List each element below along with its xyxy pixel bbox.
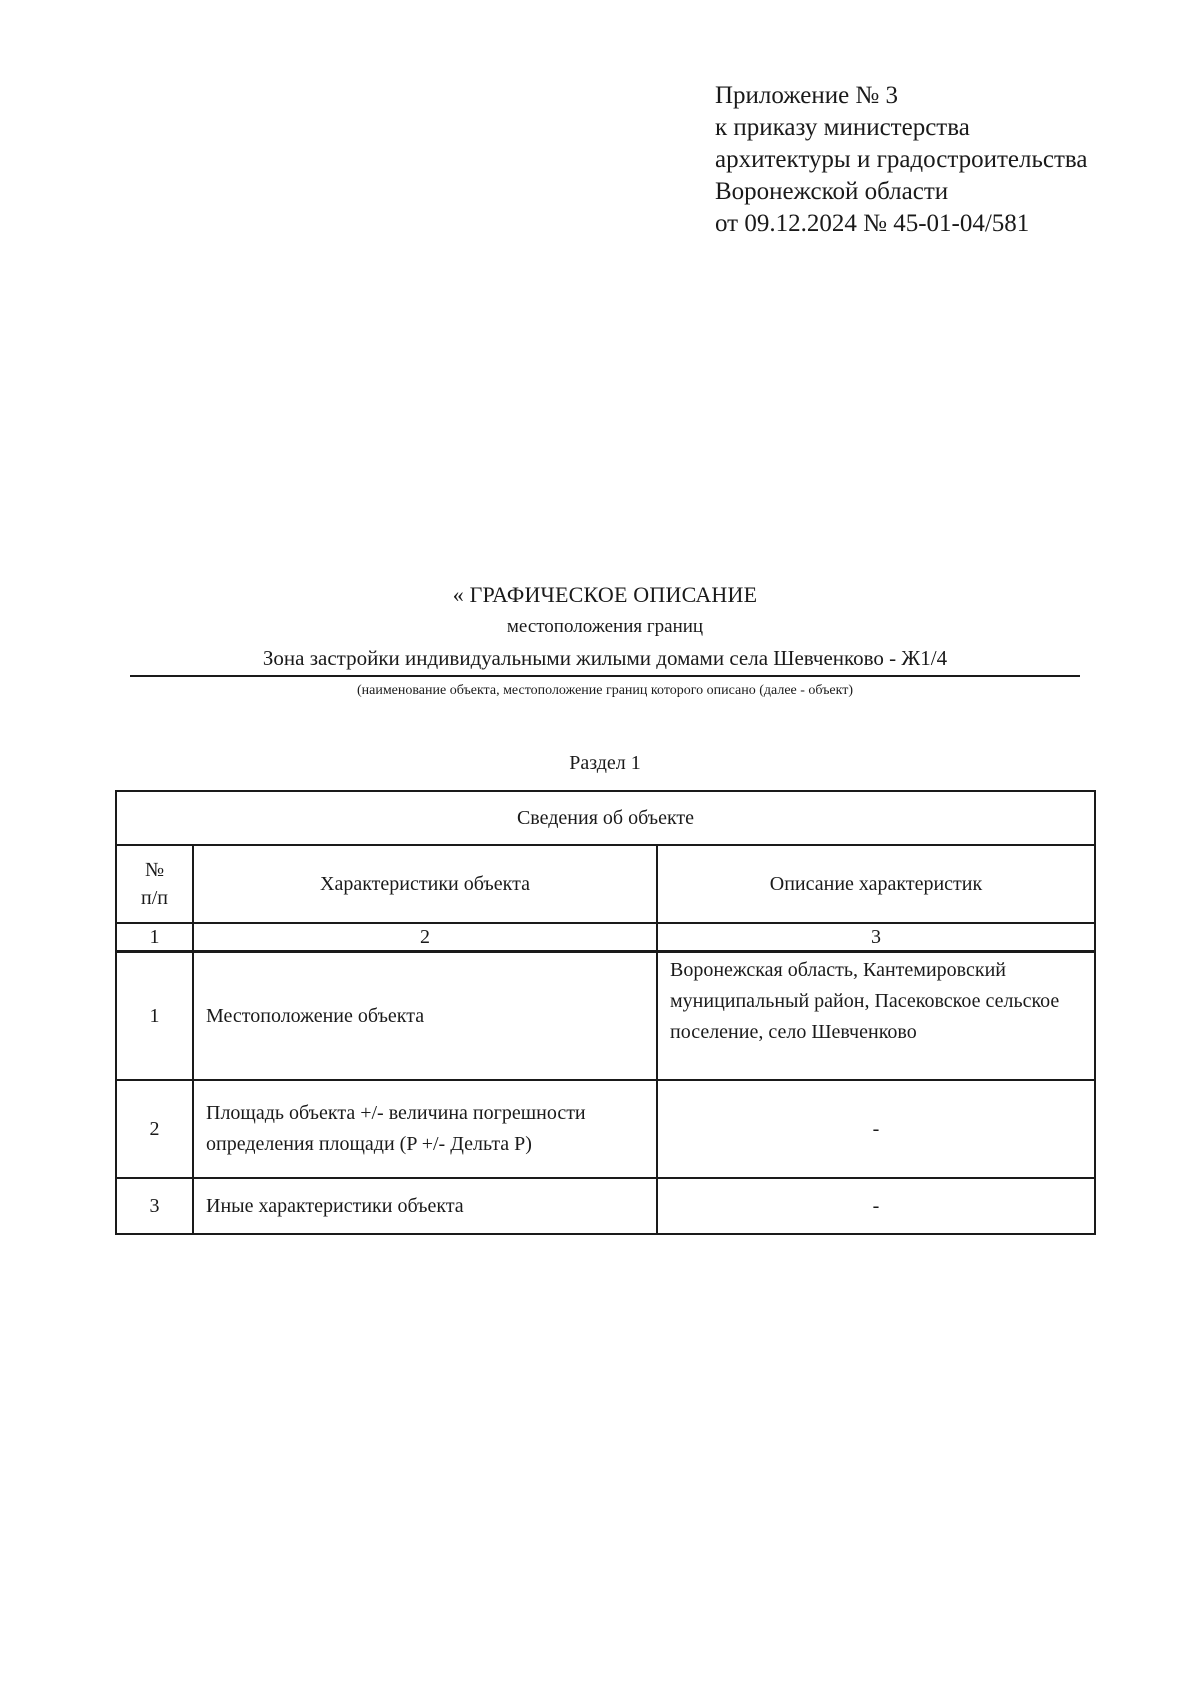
table-caption-row <box>116 791 1095 845</box>
header-num-abbrev: п/п <box>141 887 168 909</box>
document-subtitle: местоположения границ <box>506 616 704 637</box>
object-info-table <box>115 790 1096 1235</box>
appendix-order-date: от 09.12.2024 № 45-01-04/581 <box>715 210 1030 237</box>
row-characteristic: Иные характеристики объекта <box>193 1178 657 1234</box>
table-row <box>116 1080 1095 1178</box>
row-description: - <box>657 1178 1095 1234</box>
appendix-ministry: архитектуры и градостроительства <box>715 146 1088 173</box>
table-row <box>116 1178 1095 1234</box>
header-characteristics: Характеристики объекта <box>193 845 657 923</box>
column-number-row <box>116 923 1095 952</box>
column-number: 1 <box>116 923 193 952</box>
document-title-block <box>130 580 1080 701</box>
header-num <box>116 845 193 923</box>
table-row <box>116 952 1095 1081</box>
row-number: 1 <box>116 952 193 1081</box>
row-characteristic: Площадь объекта +/- величина погрешности определения площади (P +/- Дельта P) <box>193 1080 657 1178</box>
appendix-order-ref: к приказу министерства <box>715 114 970 141</box>
object-name-caption: (наименование объекта, местоположение границ которого описано (далее - объект) <box>356 683 854 698</box>
document-title: « ГРАФИЧЕСКОЕ ОПИСАНИЕ <box>452 582 758 607</box>
section-label: Раздел 1 <box>569 752 641 774</box>
row-description: Воронежская область, Кантемировский муниципальный район, Пасековское сельское поселение, село Шевченково <box>657 952 1095 1081</box>
appendix-region: Воронежской области <box>715 178 949 205</box>
appendix-number: Приложение № 3 <box>715 82 899 109</box>
row-number: 3 <box>116 1178 193 1234</box>
object-name: Зона застройки индивидуальными жилыми домами села Шевченково - Ж1/4 <box>130 644 1080 677</box>
row-description: - <box>657 1080 1095 1178</box>
header-num-symbol: № <box>144 859 165 881</box>
column-number: 2 <box>193 923 657 952</box>
header-description: Описание характеристик <box>657 845 1095 923</box>
row-number: 2 <box>116 1080 193 1178</box>
appendix-header <box>715 80 1087 240</box>
table-caption: Сведения об объекте <box>116 791 1095 845</box>
row-characteristic: Местоположение объекта <box>193 952 657 1081</box>
table-header-row <box>116 845 1095 923</box>
column-number: 3 <box>657 923 1095 952</box>
